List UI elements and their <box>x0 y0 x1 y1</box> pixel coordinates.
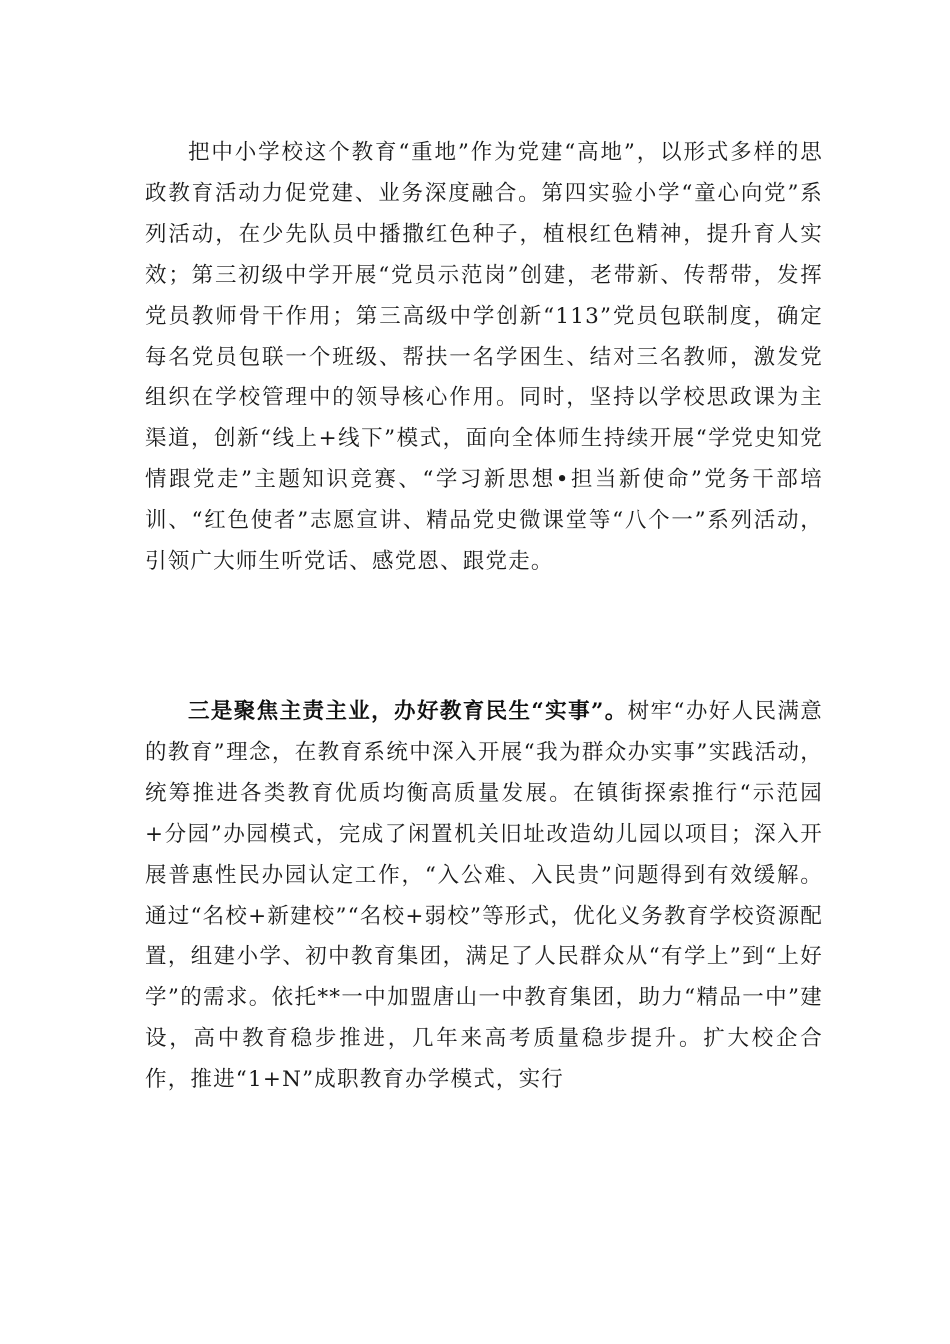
paragraph-lead-heading: 三是聚焦主责主业，办好教育民生“实事”。 <box>188 699 628 724</box>
paragraph-body: 树牢“办好人民满意的教育”理念，在教育系统中深入开展“我为群众办实事”实践活动，统筹推进各类教育优质均衡高质量发展。在镇街探索推行“示范园+分园”办园模式，完成了闲置机关旧址改造幼儿园以项目；深入开展普惠性民办园认定工作，“入公难、入民贵”问题得到有效缓解。通过“名校+新建校”“名校+弱校”等形式，优化义务教育学校资源配置，组建小学、初中教育集团，满足了人民群众从“有学上”到“上好学”的需求。依托**一中加盟唐山一中教育集团，助力“精品一中”建设，高中教育稳步推进，几年来高考质量稳步提升。扩大校企合作，推进“1+N”成职教育办学模式，实行 <box>145 699 823 1093</box>
paragraph-education-livelihood <box>145 692 823 1101</box>
paragraph-body: 把中小学校这个教育“重地”作为党建“高地”，以形式多样的思政教育活动力促党建、业务深度融合。第四实验小学“童心向党”系列活动，在少先队员中播撒红色种子，植根红色精神，提升育人实效；第三初级中学开展“党员示范岗”创建，老带新、传帮带，发挥党员教师骨干作用；第三高级中学创新“113”党员包联制度，确定每名党员包联一个班级、帮扶一名学困生、结对三名教师，激发党组织在学校管理中的领导核心作用。同时，坚持以学校思政课为主渠道，创新“线上+线下”模式，面向全体师生持续开展“学党史知党情跟党走”主题知识竞赛、“学习新思想•担当新使命”党务干部培训、“红色使者”志愿宣讲、精品党史微课堂等“八个一”系列活动，引领广大师生听党话、感党恩、跟党走。 <box>145 140 823 575</box>
paragraph-party-building-schools <box>145 133 823 583</box>
